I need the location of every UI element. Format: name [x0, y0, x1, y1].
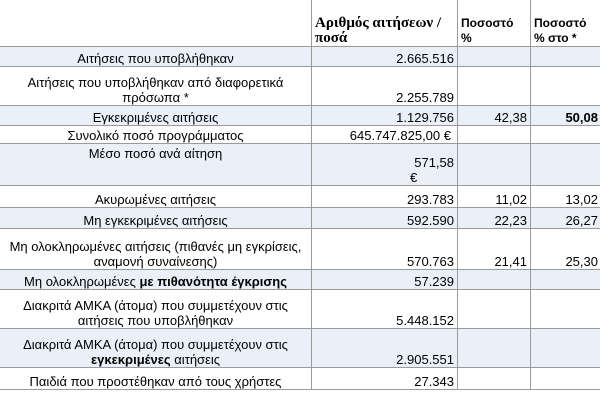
- table-row: [0, 229, 600, 270]
- row-label: [0, 270, 312, 290]
- header-percent-text: Ποσοστό %: [461, 16, 514, 45]
- row-label-text: Διακριτά ΑΜΚΑ (άτομα) που συμμετέχουν στις: [23, 337, 288, 352]
- row-percent-distinct: [531, 47, 600, 67]
- row-label: Εγκεκριμένες αιτήσεις: [0, 106, 312, 126]
- row-count-line1: 571,58: [414, 155, 454, 170]
- row-label-emphasis: με πιθανότητα έγκρισης: [139, 274, 287, 289]
- row-percent: [458, 47, 531, 67]
- row-count: [312, 144, 458, 186]
- row-label: Μη ολοκληρωμένες αιτήσεις (πιθανές μη εγκρίσεις, αναμονή συναίνεσης): [0, 229, 312, 270]
- row-count: 27.343: [312, 368, 458, 390]
- row-count: 1.129.756: [312, 106, 458, 126]
- row-percent: 11,02: [458, 186, 531, 208]
- table-row: [0, 47, 600, 67]
- row-percent-distinct: 13,02: [531, 186, 600, 208]
- table-header-row: [0, 0, 600, 47]
- row-percent-distinct: [531, 144, 600, 186]
- row-count-line2: €: [410, 170, 418, 185]
- row-percent-distinct: [531, 67, 600, 106]
- row-count: 5.448.152: [312, 290, 458, 329]
- table-row: [0, 290, 600, 329]
- row-percent-distinct: [531, 290, 600, 329]
- row-label: Συνολικό ποσό προγράμματος: [0, 126, 312, 144]
- row-count: 592.590: [312, 208, 458, 229]
- row-percent-distinct: [531, 126, 600, 144]
- row-percent: 42,38: [458, 106, 531, 126]
- row-count: 2.665.516: [312, 47, 458, 67]
- table-row: [0, 329, 600, 368]
- row-percent: [458, 290, 531, 329]
- row-label: Αιτήσεις που υποβλήθηκαν από διαφορετικά πρόσωπα *: [0, 67, 312, 106]
- row-count: 645.747.825,00 €: [312, 126, 458, 144]
- header-label-cell: [0, 0, 312, 47]
- table-row: [0, 368, 600, 390]
- row-label: [0, 329, 312, 368]
- table-row: [0, 126, 600, 144]
- row-count: 570.763: [312, 229, 458, 270]
- row-count: 2.905.551: [312, 329, 458, 368]
- row-label-text: Μη ολοκληρωμένες: [24, 274, 140, 289]
- row-count: 293.783: [312, 186, 458, 208]
- row-label: Ακυρωμένες αιτήσεις: [0, 186, 312, 208]
- row-percent-distinct: [531, 270, 600, 290]
- row-label: Μέσο ποσό ανά αίτηση: [0, 144, 312, 186]
- table-row: [0, 106, 600, 126]
- header-percent-cell: [458, 0, 531, 47]
- row-label-emphasis: εγκεκριμένες: [90, 352, 171, 367]
- row-percent-distinct: [531, 329, 600, 368]
- row-percent-distinct: [531, 368, 600, 390]
- table-row: [0, 270, 600, 290]
- header-count-cell: Αριθμός αιτήσεων /ποσά: [312, 0, 458, 47]
- row-label-tail: αιτήσεις: [170, 352, 221, 367]
- header-percent-of-distinct-cell: [531, 0, 600, 47]
- row-percent: [458, 270, 531, 290]
- header-percent-of-distinct-text: Ποσοστό % στο *: [534, 16, 587, 45]
- row-percent: 22,23: [458, 208, 531, 229]
- row-label: Διακριτά ΑΜΚΑ (άτομα) που συμμετέχουν στις αιτήσεις που υποβλήθηκαν: [0, 290, 312, 329]
- table-row: [0, 144, 600, 186]
- row-percent: [458, 368, 531, 390]
- row-count: 57.239: [312, 270, 458, 290]
- row-label: Μη εγκεκριμένες αιτήσεις: [0, 208, 312, 229]
- table-row: [0, 186, 600, 208]
- table-row: [0, 67, 600, 106]
- row-label: Αιτήσεις που υποβλήθηκαν: [0, 47, 312, 67]
- row-percent: [458, 144, 531, 186]
- table-row: [0, 208, 600, 229]
- row-label: Παιδιά που προστέθηκαν από τους χρήστες: [0, 368, 312, 390]
- row-percent: [458, 126, 531, 144]
- row-percent: 21,41: [458, 229, 531, 270]
- row-percent: [458, 67, 531, 106]
- row-percent-distinct: 26,27: [531, 208, 600, 229]
- row-percent-distinct: 25,30: [531, 229, 600, 270]
- row-percent-distinct: 50,08: [531, 106, 600, 126]
- row-count: 2.255.789: [312, 67, 458, 106]
- row-percent: [458, 329, 531, 368]
